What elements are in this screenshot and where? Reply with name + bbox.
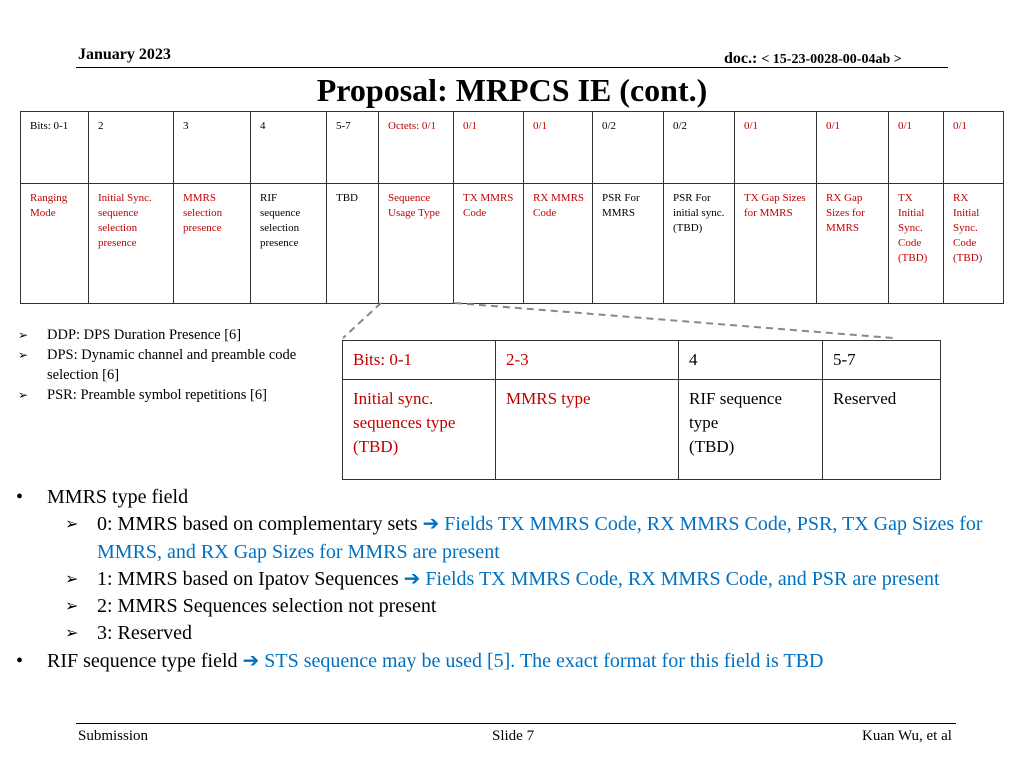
detail-field-cell	[679, 380, 823, 480]
footer-submission: Submission	[78, 728, 149, 744]
right-arrow-icon: ➔	[403, 567, 426, 590]
bullet-item	[14, 484, 1004, 511]
field-cell: Sequence Usage Type	[379, 184, 454, 304]
field-cell: Initial Sync. sequence selection presence	[89, 184, 174, 304]
field-cell: TX Gap Sizes for MMRS	[735, 184, 817, 304]
octets-cell: 0/1	[889, 112, 944, 184]
detail-field-cell: Reserved	[823, 380, 941, 480]
arrow-bullet-icon: ➢	[65, 516, 79, 534]
note-item	[18, 325, 318, 345]
field-cell: PSR For MMRS	[593, 184, 664, 304]
bullet-dot-icon: •	[16, 649, 24, 672]
doc-prefix: doc.:	[724, 50, 758, 67]
note-text: DDP: DPS Duration Presence [6]	[47, 327, 242, 343]
detail-line: (TBD)	[353, 437, 399, 456]
header-doc-id	[724, 50, 902, 68]
arrow-bullet-icon: ➢	[18, 388, 29, 402]
detail-line: sequences type	[353, 413, 456, 432]
detail-line: Initial sync.	[353, 389, 434, 408]
detail-bits-cell: 5-7	[823, 341, 941, 380]
right-arrow-icon: ➔	[242, 649, 265, 672]
arrow-bullet-icon: ➢	[65, 625, 79, 643]
detail-bits-cell: 4	[679, 341, 823, 380]
sub-bullet-item	[14, 566, 1004, 593]
detail-line: RIF sequence	[689, 389, 783, 408]
octets-cell: 0/2	[664, 112, 735, 184]
zoom-line-right	[455, 303, 893, 338]
header-date: January 2023	[78, 46, 171, 63]
sub-bullet-text	[97, 566, 1004, 593]
sub-bullet-plain: 1: MMRS based on Ipatov Sequences	[97, 567, 404, 590]
bits-cell: 5-7	[327, 112, 379, 184]
detail-bits-cell: 2-3	[496, 341, 679, 380]
octets-cell: 0/1	[524, 112, 593, 184]
bits-cell: Bits: 0-1	[21, 112, 89, 184]
field-cell: RX MMRS Code	[524, 184, 593, 304]
octets-cell: 0/1	[944, 112, 1004, 184]
zoom-line-left	[343, 303, 381, 338]
bullet-item	[14, 648, 1004, 675]
bullet-plain: RIF sequence type field	[47, 649, 243, 672]
sub-bullet-text	[97, 511, 1004, 566]
bullet-text: MMRS type field	[47, 486, 189, 508]
field-description-list	[14, 484, 1004, 675]
sequence-usage-type-table	[342, 340, 941, 480]
abbreviation-notes	[18, 325, 318, 405]
sub-bullet-text: 2: MMRS Sequences selection not present	[97, 595, 437, 618]
sub-bullet-plain: 0: MMRS based on complementary sets	[97, 513, 423, 536]
detail-bits-cell: Bits: 0-1	[343, 341, 496, 380]
detail-line: type	[689, 413, 719, 432]
bits-cell: 2	[89, 112, 174, 184]
bits-cell: 3	[174, 112, 251, 184]
header-divider	[76, 67, 948, 68]
sub-bullet-item	[14, 593, 1004, 620]
arrow-bullet-icon: ➢	[65, 598, 79, 616]
bits-cell: 4	[251, 112, 327, 184]
arrow-bullet-icon: ➢	[18, 328, 29, 342]
bullet-dot-icon: •	[16, 486, 24, 508]
sub-bullet-item	[14, 511, 1004, 566]
octets-cell: Octets: 0/1	[379, 112, 454, 184]
right-arrow-icon: ➔	[422, 513, 445, 536]
sub-bullet-highlight: Fields TX MMRS Code, RX MMRS Code, and PSR are present	[425, 567, 940, 590]
slide-title: Proposal: MRPCS IE (cont.)	[316, 72, 708, 108]
footer-divider	[76, 723, 956, 724]
field-cell: MMRS selection presence	[174, 184, 251, 304]
arrow-bullet-icon: ➢	[65, 570, 79, 588]
bullet-highlight: STS sequence may be used [5]. The exact format for this field is TBD	[264, 649, 824, 672]
octets-cell: 0/1	[817, 112, 889, 184]
field-cell: PSR For initial sync. (TBD)	[664, 184, 735, 304]
mrpcs-ie-table	[20, 111, 1004, 304]
note-text: PSR: Preamble symbol repetitions [6]	[47, 387, 267, 403]
note-text: DPS: Dynamic channel and preamble code selection [6]	[47, 347, 297, 383]
field-cell: RIF sequence selection presence	[251, 184, 327, 304]
bullet-text	[47, 648, 823, 675]
footer-slide-number: Slide 7	[492, 728, 535, 744]
detail-line: (TBD)	[689, 437, 735, 456]
arrow-bullet-icon: ➢	[18, 348, 29, 362]
sub-bullet-item	[14, 620, 1004, 647]
field-cell: TX Initial Sync. Code (TBD)	[889, 184, 944, 304]
octets-cell: 0/2	[593, 112, 664, 184]
octets-cell: 0/1	[735, 112, 817, 184]
doc-number: < 15-23-0028-00-04ab >	[761, 52, 902, 67]
field-cell: RX Gap Sizes for MMRS	[817, 184, 889, 304]
detail-field-cell: MMRS type	[496, 380, 679, 480]
note-item	[18, 345, 318, 385]
sub-bullet-highlight: Fields TX MMRS Code, RX MMRS Code, PSR, TX Gap Sizes for MMRS, and RX Gap Sizes for MMRS are present	[97, 513, 983, 563]
note-item	[18, 385, 318, 405]
field-cell: TBD	[327, 184, 379, 304]
field-cell: RX Initial Sync. Code (TBD)	[944, 184, 1004, 304]
field-cell: Ranging Mode	[21, 184, 89, 304]
field-cell: TX MMRS Code	[454, 184, 524, 304]
octets-cell: 0/1	[454, 112, 524, 184]
footer-author: Kuan Wu, et al	[862, 728, 952, 744]
sub-bullet-text: 3: Reserved	[97, 622, 192, 645]
detail-field-cell	[343, 380, 496, 480]
